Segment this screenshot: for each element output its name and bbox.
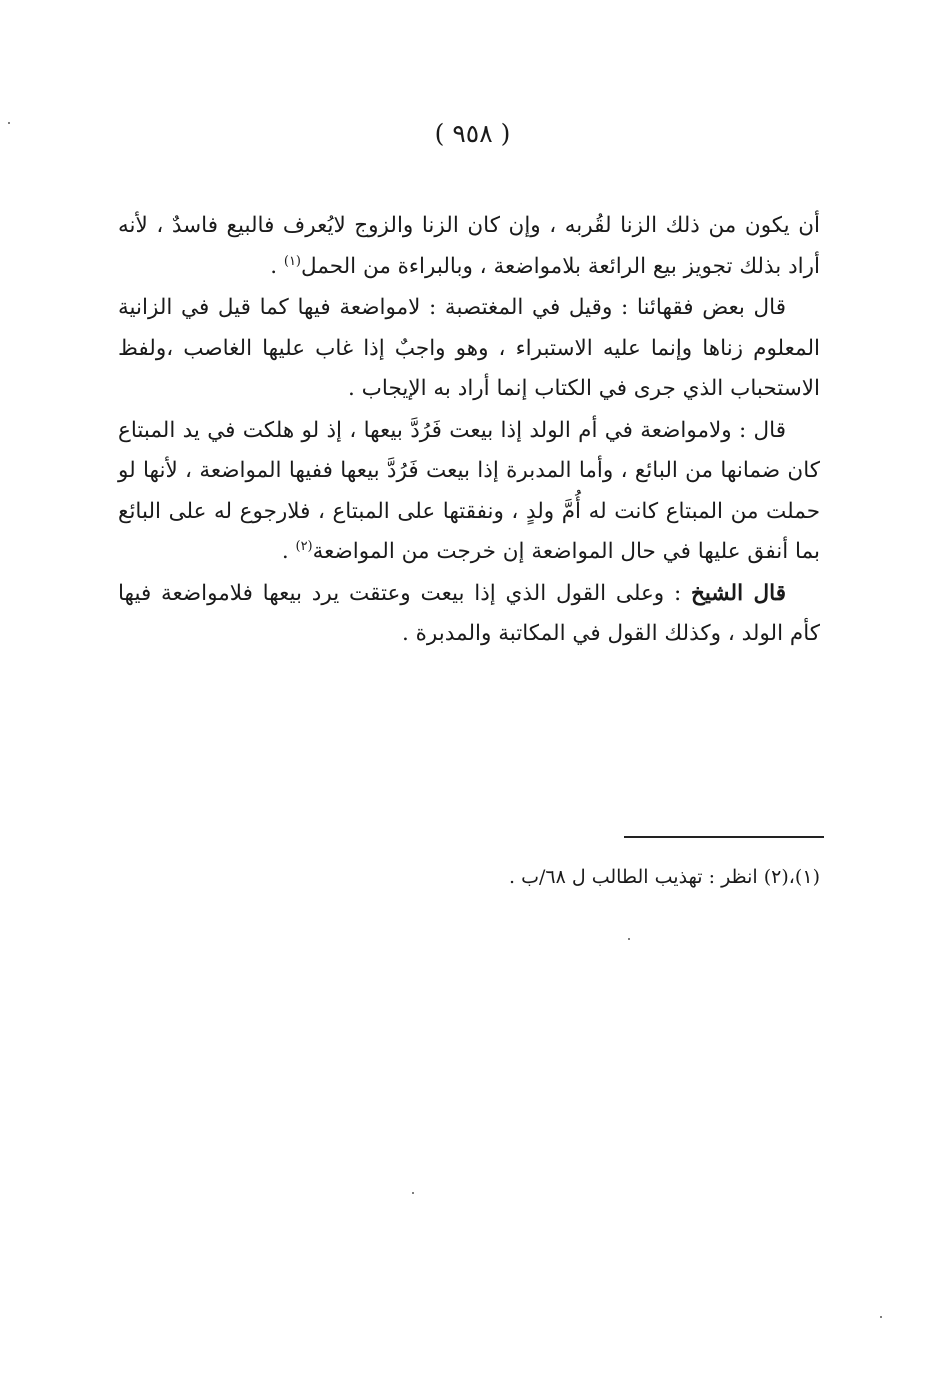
paragraph-2-text: قال بعض فقهائنا : وقيل في المغتصبة : لامواضعة فيها كما قيل في الزانية المعلوم زناها وإنما عليه الاستبراء ، وهو واجبٌ إذا غاب عليها الغاصب ،ولفظ الاستحباب الذي جرى في الكتاب إنما أراد به الإيجاب .	[118, 295, 820, 401]
page-number: ( ٩٥٨ )	[434, 119, 511, 148]
paragraph-1-text: أن يكون من ذلك الزنا لقُربه ، وإن كان الزنا والزوج لايُعرف فالبيع فاسدٌ ، لأنه أراد بذلك تجويز بيع الرائعة بلامواضعة ، وبالبراءة من الحمل	[118, 213, 820, 279]
speaker-label: قال الشيخ	[691, 580, 786, 606]
paragraph-3-text: قال : ولامواضعة في أم الولد إذا بيعت فَرُدَّ بيعها ، إذ لو هلكت في يد المبتاع كان ضمانها من البائع ، وأما المدبرة إذا بيعت فَرُدَّ بيعها ففيها المواضعة ، لأنها لو حملت من المبتاع كانت له أُمَّ ولدٍ ، ونفقتها على المبتاع ، فلارجوع له على البائع بما أنفق عليها في حال المواضعة إن خرجت من المواضعة	[118, 417, 820, 564]
scan-speck	[880, 1316, 882, 1318]
scan-speck	[8, 122, 10, 124]
paragraph-2	[118, 288, 820, 410]
paragraph-3	[118, 411, 820, 573]
footnote-ref-2: (٢)	[295, 538, 313, 554]
footnote-ref-1: (١)	[283, 253, 301, 269]
footnote-text: (١)،(٢) انظر : تهذيب الطالب ل ٦٨/ب .	[509, 866, 820, 888]
paragraph-1-tail: .	[270, 253, 284, 279]
paragraph-4-text: : وعلى القول الذي إذا بيعت وعتقت يرد بيعها فلامواضعة فيها كأم الولد ، وكذلك القول في المكاتبة والمدبرة .	[118, 580, 820, 646]
main-text	[118, 206, 820, 656]
paragraph-4	[118, 574, 820, 655]
footnote-divider	[624, 836, 824, 838]
paragraph-1	[118, 206, 820, 287]
scan-speck	[412, 1192, 414, 1194]
paragraph-3-tail: .	[281, 539, 296, 564]
scan-speck	[628, 938, 630, 940]
